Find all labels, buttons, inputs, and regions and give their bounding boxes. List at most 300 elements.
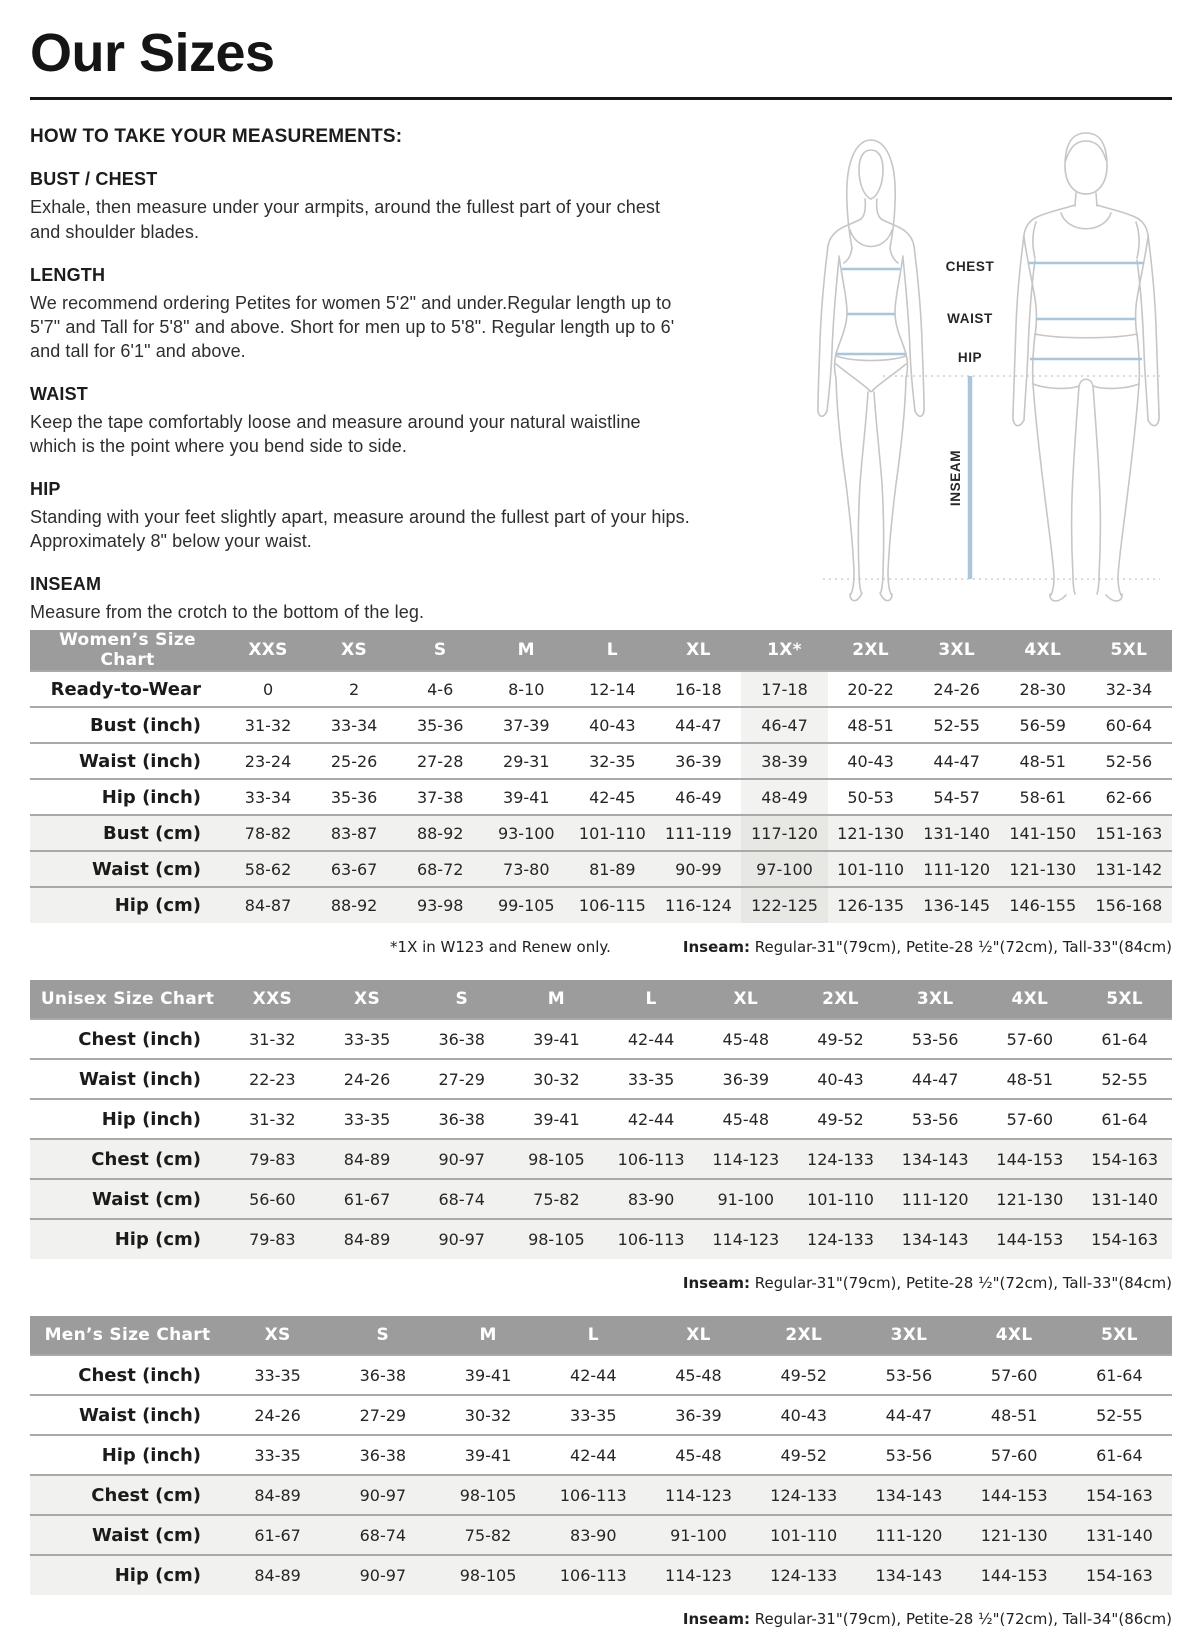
size-cell: 31-32 — [249, 1109, 296, 1129]
waist-label: WAIST — [947, 311, 993, 327]
size-cell: 146-155 — [1000, 887, 1086, 923]
page-title: Our Sizes — [30, 23, 275, 83]
size-cell: 61-67 — [225, 1515, 330, 1555]
size-cell: 33-34 — [330, 715, 378, 735]
size-cell: 33-35 — [254, 1365, 301, 1385]
mens-size-chart — [30, 1316, 1172, 1628]
mens-chart-footnotes — [30, 1610, 1172, 1628]
size-cell: 48-51 — [1019, 751, 1066, 771]
table-row — [30, 1179, 1172, 1219]
size-cell: 63-67 — [311, 851, 397, 887]
size-header: 5XL — [1067, 1316, 1172, 1355]
size-cell: 111-120 — [888, 1179, 983, 1219]
size-header: 4XL — [983, 980, 1078, 1019]
size-cell: 49-52 — [780, 1445, 827, 1465]
size-cell: 30-32 — [464, 1405, 512, 1425]
size-cell: 84-89 — [320, 1139, 415, 1179]
size-cell: 44-47 — [911, 1069, 959, 1089]
size-cell: 49-52 — [817, 1029, 864, 1049]
size-cell: 83-87 — [311, 815, 397, 851]
size-cell: 99-105 — [483, 887, 569, 923]
size-cell: 114-123 — [698, 1139, 793, 1179]
size-cell: 121-130 — [828, 815, 914, 851]
size-cell: 75-82 — [509, 1179, 604, 1219]
size-cell: 84-89 — [225, 1555, 330, 1595]
size-cell: 25-26 — [330, 751, 378, 771]
size-cell: 29-31 — [503, 751, 550, 771]
size-cell: 39-41 — [533, 1109, 580, 1129]
one-x-footnote: *1X in W123 and Renew only. — [390, 938, 611, 957]
measurement-section-waist — [30, 384, 692, 458]
unisex-size-chart — [30, 980, 1172, 1292]
size-cell: 52-55 — [1096, 1405, 1143, 1425]
size-cell: 126-135 — [828, 887, 914, 923]
size-cell: 45-48 — [722, 1109, 770, 1129]
size-cell: 97-100 — [741, 851, 827, 887]
table-row — [30, 1515, 1172, 1555]
size-cell: 83-90 — [541, 1515, 646, 1555]
size-cell: 121-130 — [983, 1179, 1078, 1219]
unisex-size-chart-table-host — [30, 980, 1172, 1259]
table-row — [30, 779, 1172, 815]
size-cell: 144-153 — [983, 1139, 1078, 1179]
row-label: Chest (inch) — [78, 1028, 201, 1050]
body-measurement-illustration — [778, 126, 1178, 611]
womens-chart-footnotes — [30, 938, 1172, 956]
size-cell: 44-47 — [885, 1405, 933, 1425]
size-cell: 23-24 — [244, 751, 292, 771]
size-cell: 98-105 — [509, 1219, 604, 1259]
size-cell: 134-143 — [856, 1555, 961, 1595]
section-title: BUST / CHEST — [30, 169, 158, 190]
size-cell: 0 — [262, 679, 274, 699]
size-cell: 36-38 — [438, 1029, 485, 1049]
size-cell: 31-32 — [244, 715, 292, 735]
size-cell: 24-26 — [254, 1405, 301, 1425]
size-cell: 134-143 — [888, 1219, 983, 1259]
size-cell: 134-143 — [888, 1139, 983, 1179]
size-header: 2XL — [751, 1316, 856, 1355]
row-label: Chest (cm) — [30, 1475, 225, 1515]
table-row — [30, 815, 1172, 851]
size-header: XS — [311, 630, 397, 671]
size-cell: 39-41 — [503, 787, 550, 807]
measurement-section-hip — [30, 479, 692, 553]
table-title: Unisex Size Chart — [30, 980, 225, 1019]
table-row — [30, 671, 1172, 707]
table-row — [30, 1219, 1172, 1259]
size-cell: 84-89 — [320, 1219, 415, 1259]
size-header: 3XL — [888, 980, 983, 1019]
size-cell: 114-123 — [646, 1475, 751, 1515]
size-cell: 88-92 — [397, 815, 483, 851]
size-cell: 98-105 — [509, 1139, 604, 1179]
mens-inseam-note: Inseam: Regular-31"(79cm), Petite-28 ½"(72cm), Tall-34"(86cm) — [682, 1610, 1172, 1628]
table-row — [30, 1019, 1172, 1059]
size-cell: 101-110 — [569, 815, 655, 851]
size-header: S — [330, 1316, 435, 1355]
size-cell: 73-80 — [483, 851, 569, 887]
measurement-instructions — [30, 124, 692, 624]
size-cell: 131-140 — [1067, 1515, 1172, 1555]
size-cell: 101-110 — [828, 851, 914, 887]
size-header: 5XL — [1086, 630, 1172, 671]
size-cell: 40-43 — [847, 751, 894, 771]
size-header: 5XL — [1077, 980, 1172, 1019]
size-cell: 61-64 — [1101, 1029, 1148, 1049]
size-cell: 106-113 — [604, 1219, 699, 1259]
size-cell: 58-61 — [1019, 787, 1066, 807]
size-cell: 45-48 — [675, 1445, 722, 1465]
size-cell: 58-62 — [225, 851, 311, 887]
size-cell: 81-89 — [569, 851, 655, 887]
size-cell: 154-163 — [1067, 1475, 1172, 1515]
measurements-heading: HOW TO TAKE YOUR MEASUREMENTS: — [30, 126, 403, 148]
size-header: XL — [646, 1316, 751, 1355]
size-cell: 57-60 — [990, 1445, 1038, 1465]
size-cell: 91-100 — [646, 1515, 751, 1555]
size-cell: 151-163 — [1086, 815, 1172, 851]
size-cell: 144-153 — [983, 1219, 1078, 1259]
size-cell: 121-130 — [962, 1515, 1067, 1555]
size-header: 3XL — [856, 1316, 961, 1355]
size-header: XL — [655, 630, 741, 671]
size-header: S — [414, 980, 509, 1019]
table-row — [30, 1355, 1172, 1395]
table-row — [30, 1099, 1172, 1139]
size-cell: 54-57 — [933, 787, 980, 807]
size-cell: 98-105 — [435, 1475, 540, 1515]
size-cell: 38-39 — [741, 743, 827, 779]
table-row — [30, 1139, 1172, 1179]
size-header: S — [397, 630, 483, 671]
row-label: Ready-to-Wear — [50, 678, 201, 700]
size-cell: 27-29 — [438, 1069, 485, 1089]
intro-block — [30, 124, 1172, 624]
size-cell: 39-41 — [533, 1029, 580, 1049]
size-cell: 40-43 — [780, 1405, 827, 1425]
size-cell: 53-56 — [885, 1445, 933, 1465]
size-cell: 52-55 — [933, 715, 980, 735]
size-cell: 93-98 — [397, 887, 483, 923]
size-cell: 114-123 — [646, 1555, 751, 1595]
size-cell: 90-97 — [330, 1555, 435, 1595]
size-cell: 42-44 — [627, 1029, 675, 1049]
table-header-row — [30, 1316, 1172, 1355]
size-header: 2XL — [793, 980, 888, 1019]
size-cell: 131-140 — [914, 815, 1000, 851]
section-body: We recommend ordering Petites for women 5'2" and under.Regular length up to 5'7" and Tall for 5'8" and above. Short for men up to 5'8". Regular length up to 6' and tall for 6'1" and above. — [30, 292, 675, 361]
size-cell: 45-48 — [675, 1365, 722, 1385]
size-cell: 46-47 — [741, 707, 827, 743]
section-body: Exhale, then measure under your armpits, around the fullest part of your chest and shoulder blades. — [30, 197, 661, 242]
size-cell: 42-44 — [570, 1365, 617, 1385]
size-cell: 35-36 — [416, 715, 464, 735]
size-cell: 111-119 — [655, 815, 741, 851]
size-cell: 56-59 — [1019, 715, 1066, 735]
size-cell: 88-92 — [311, 887, 397, 923]
row-label: Chest (inch) — [78, 1364, 201, 1386]
size-cell: 50-53 — [847, 787, 894, 807]
size-cell: 16-18 — [675, 679, 722, 699]
section-body: Keep the tape comfortably loose and measure around your natural waistline which is the point where you bend side to side. — [30, 411, 641, 457]
chest-label: CHEST — [945, 259, 995, 275]
size-cell: 24-26 — [933, 679, 980, 699]
size-cell: 53-56 — [911, 1029, 959, 1049]
size-cell: 22-23 — [249, 1069, 296, 1089]
row-label: Waist (cm) — [30, 1515, 225, 1555]
section-body: Measure from the crotch to the bottom of the leg. — [30, 602, 425, 623]
size-cell: 31-32 — [249, 1029, 296, 1049]
size-cell: 39-41 — [464, 1445, 512, 1465]
size-cell: 49-52 — [817, 1109, 864, 1129]
row-label: Bust (inch) — [89, 714, 201, 736]
size-header: XL — [698, 980, 793, 1019]
size-cell: 39-41 — [464, 1365, 512, 1385]
size-cell: 42-45 — [589, 787, 636, 807]
table-row — [30, 887, 1172, 923]
row-label: Waist (inch) — [78, 1404, 201, 1426]
size-header: M — [435, 1316, 540, 1355]
size-header: XS — [320, 980, 415, 1019]
table-row — [30, 1395, 1172, 1435]
size-cell: 106-115 — [569, 887, 655, 923]
row-label: Chest (cm) — [30, 1139, 225, 1179]
unisex-inseam-note: Inseam: Regular-31"(79cm), Petite-28 ½"(72cm), Tall-33"(84cm) — [682, 1274, 1172, 1293]
mens-size-chart-table-host — [30, 1316, 1172, 1595]
size-cell: 8-10 — [508, 679, 545, 699]
row-label: Hip (inch) — [101, 786, 201, 808]
size-cell: 79-83 — [225, 1219, 320, 1259]
size-cell: 78-82 — [225, 815, 311, 851]
size-cell: 27-28 — [416, 751, 464, 771]
size-cell: 36-38 — [359, 1365, 407, 1385]
table-title: Women’s Size Chart — [30, 630, 225, 671]
size-cell: 134-143 — [856, 1475, 961, 1515]
size-cell: 61-64 — [1096, 1365, 1143, 1385]
size-cell: 111-120 — [914, 851, 1000, 887]
size-cell: 57-60 — [1006, 1109, 1054, 1129]
size-cell: 154-163 — [1067, 1555, 1172, 1595]
man-figure — [1013, 133, 1159, 601]
size-cell: 91-100 — [698, 1179, 793, 1219]
size-cell: 49-52 — [780, 1365, 827, 1385]
size-cell: 60-64 — [1105, 715, 1153, 735]
table-header-row — [30, 630, 1172, 671]
size-cell: 83-90 — [604, 1179, 699, 1219]
size-cell: 33-35 — [254, 1445, 301, 1465]
size-cell: 45-48 — [722, 1029, 770, 1049]
size-cell: 114-123 — [698, 1219, 793, 1259]
size-cell: 131-142 — [1086, 851, 1172, 887]
size-cell: 122-125 — [741, 887, 827, 923]
size-cell: 154-163 — [1077, 1219, 1172, 1259]
section-title: WAIST — [30, 383, 88, 404]
table-row — [30, 1059, 1172, 1099]
size-cell: 37-39 — [503, 715, 550, 735]
size-cell: 111-120 — [856, 1515, 961, 1555]
womens-size-table — [30, 630, 1172, 923]
size-cell: 124-133 — [751, 1475, 856, 1515]
size-cell: 37-38 — [416, 787, 464, 807]
table-row — [30, 1435, 1172, 1475]
size-cell: 2 — [349, 679, 360, 699]
size-header: L — [569, 630, 655, 671]
size-cell: 93-100 — [483, 815, 569, 851]
table-row — [30, 1475, 1172, 1515]
row-label: Hip (inch) — [101, 1444, 201, 1466]
size-cell: 40-43 — [817, 1069, 864, 1089]
table-row — [30, 1555, 1172, 1595]
measurement-section-length — [30, 265, 692, 363]
size-header: XXS — [225, 630, 311, 671]
size-cell: 136-145 — [914, 887, 1000, 923]
row-label: Waist (cm) — [30, 851, 225, 887]
size-cell: 52-56 — [1105, 751, 1153, 771]
row-label: Bust (cm) — [30, 815, 225, 851]
size-cell: 131-140 — [1077, 1179, 1172, 1219]
size-cell: 28-30 — [1019, 679, 1066, 699]
size-header: M — [509, 980, 604, 1019]
size-header: L — [541, 1316, 646, 1355]
size-cell: 53-56 — [885, 1365, 933, 1385]
size-cell: 44-47 — [675, 715, 722, 735]
size-cell: 57-60 — [1006, 1029, 1054, 1049]
size-header: 4XL — [1000, 630, 1086, 671]
size-cell: 48-51 — [990, 1405, 1038, 1425]
size-cell: 33-35 — [343, 1029, 391, 1049]
size-cell: 117-120 — [741, 815, 827, 851]
size-cell: 48-49 — [741, 779, 827, 815]
size-cell: 33-35 — [343, 1109, 391, 1129]
size-cell: 90-97 — [414, 1139, 509, 1179]
size-cell: 68-72 — [397, 851, 483, 887]
size-cell: 35-36 — [330, 787, 378, 807]
size-cell: 61-67 — [320, 1179, 415, 1219]
row-label: Hip (cm) — [30, 1555, 225, 1595]
size-cell: 101-110 — [793, 1179, 888, 1219]
table-row — [30, 707, 1172, 743]
row-label: Waist (inch) — [78, 1068, 201, 1090]
size-cell: 124-133 — [793, 1139, 888, 1179]
size-cell: 20-22 — [847, 679, 894, 699]
size-cell: 106-113 — [541, 1555, 646, 1595]
size-cell: 33-34 — [244, 787, 292, 807]
unisex-size-table — [30, 980, 1172, 1259]
table-row — [30, 851, 1172, 887]
size-cell: 124-133 — [751, 1555, 856, 1595]
size-cell: 90-97 — [414, 1219, 509, 1259]
section-title: HIP — [30, 479, 61, 500]
size-cell: 24-26 — [343, 1069, 391, 1089]
size-cell: 61-64 — [1096, 1445, 1143, 1465]
size-cell: 48-51 — [847, 715, 894, 735]
size-cell: 68-74 — [330, 1515, 435, 1555]
size-cell: 17-18 — [741, 671, 827, 707]
size-cell: 36-38 — [359, 1445, 407, 1465]
size-cell: 84-89 — [225, 1475, 330, 1515]
table-row — [30, 743, 1172, 779]
row-label: Hip (cm) — [30, 887, 225, 923]
size-cell: 33-35 — [627, 1069, 675, 1089]
size-cell: 36-38 — [438, 1109, 485, 1129]
size-cell: 144-153 — [962, 1475, 1067, 1515]
size-cell: 36-39 — [722, 1069, 770, 1089]
size-cell: 4-6 — [427, 679, 454, 699]
size-cell: 79-83 — [225, 1139, 320, 1179]
unisex-chart-footnotes — [30, 1274, 1172, 1292]
inseam-label: INSEAM — [948, 450, 963, 507]
size-cell: 98-105 — [435, 1555, 540, 1595]
row-label: Hip (inch) — [101, 1108, 201, 1130]
womens-size-chart — [30, 630, 1172, 956]
hip-label: HIP — [957, 350, 983, 366]
size-cell: 124-133 — [793, 1219, 888, 1259]
womens-inseam-note: Inseam: Regular-31"(79cm), Petite-28 ½"(72cm), Tall-33"(84cm) — [682, 938, 1172, 957]
section-title: LENGTH — [30, 264, 106, 285]
size-cell: 56-60 — [225, 1179, 320, 1219]
size-cell: 12-14 — [589, 679, 636, 699]
woman-figure — [818, 140, 924, 601]
size-cell: 36-39 — [675, 751, 722, 771]
title-divider — [30, 97, 1172, 100]
size-cell: 121-130 — [1000, 851, 1086, 887]
size-header: 4XL — [962, 1316, 1067, 1355]
size-cell: 101-110 — [751, 1515, 856, 1555]
size-cell: 46-49 — [675, 787, 722, 807]
size-cell: 90-97 — [330, 1475, 435, 1515]
size-cell: 62-66 — [1105, 787, 1153, 807]
size-cell: 52-55 — [1101, 1069, 1148, 1089]
size-cell: 116-124 — [655, 887, 741, 923]
size-header: 3XL — [914, 630, 1000, 671]
size-cell: 61-64 — [1101, 1109, 1148, 1129]
size-cell: 42-44 — [570, 1445, 617, 1465]
size-cell: 141-150 — [1000, 815, 1086, 851]
size-cell: 32-35 — [589, 751, 636, 771]
section-title: INSEAM — [30, 574, 102, 595]
size-cell: 156-168 — [1086, 887, 1172, 923]
measurement-section-bust-chest — [30, 169, 692, 243]
size-header: 1X* — [741, 630, 827, 671]
size-header: XS — [225, 1316, 330, 1355]
size-cell: 106-113 — [604, 1139, 699, 1179]
size-cell: 33-35 — [570, 1405, 617, 1425]
table-header-row — [30, 980, 1172, 1019]
size-cell: 32-34 — [1105, 679, 1153, 699]
size-cell: 144-153 — [962, 1555, 1067, 1595]
measurement-diagram — [778, 126, 1178, 624]
size-cell: 53-56 — [911, 1109, 959, 1129]
size-cell: 75-82 — [435, 1515, 540, 1555]
size-cell: 106-113 — [541, 1475, 646, 1515]
size-cell: 44-47 — [933, 751, 980, 771]
size-cell: 84-87 — [225, 887, 311, 923]
size-cell: 27-29 — [359, 1405, 407, 1425]
size-header: XXS — [225, 980, 320, 1019]
row-label: Waist (inch) — [78, 750, 201, 772]
size-cell: 36-39 — [675, 1405, 722, 1425]
table-title: Men’s Size Chart — [30, 1316, 225, 1355]
size-header: M — [483, 630, 569, 671]
dotted-guides — [823, 376, 1160, 579]
size-cell: 154-163 — [1077, 1139, 1172, 1179]
size-header: 2XL — [828, 630, 914, 671]
measurement-section-inseam — [30, 574, 692, 624]
size-cell: 57-60 — [990, 1365, 1038, 1385]
womens-size-chart-table-host — [30, 630, 1172, 923]
section-body: Standing with your feet slightly apart, measure around the fullest part of your hips. Approximately 8" below your waist. — [30, 507, 690, 552]
